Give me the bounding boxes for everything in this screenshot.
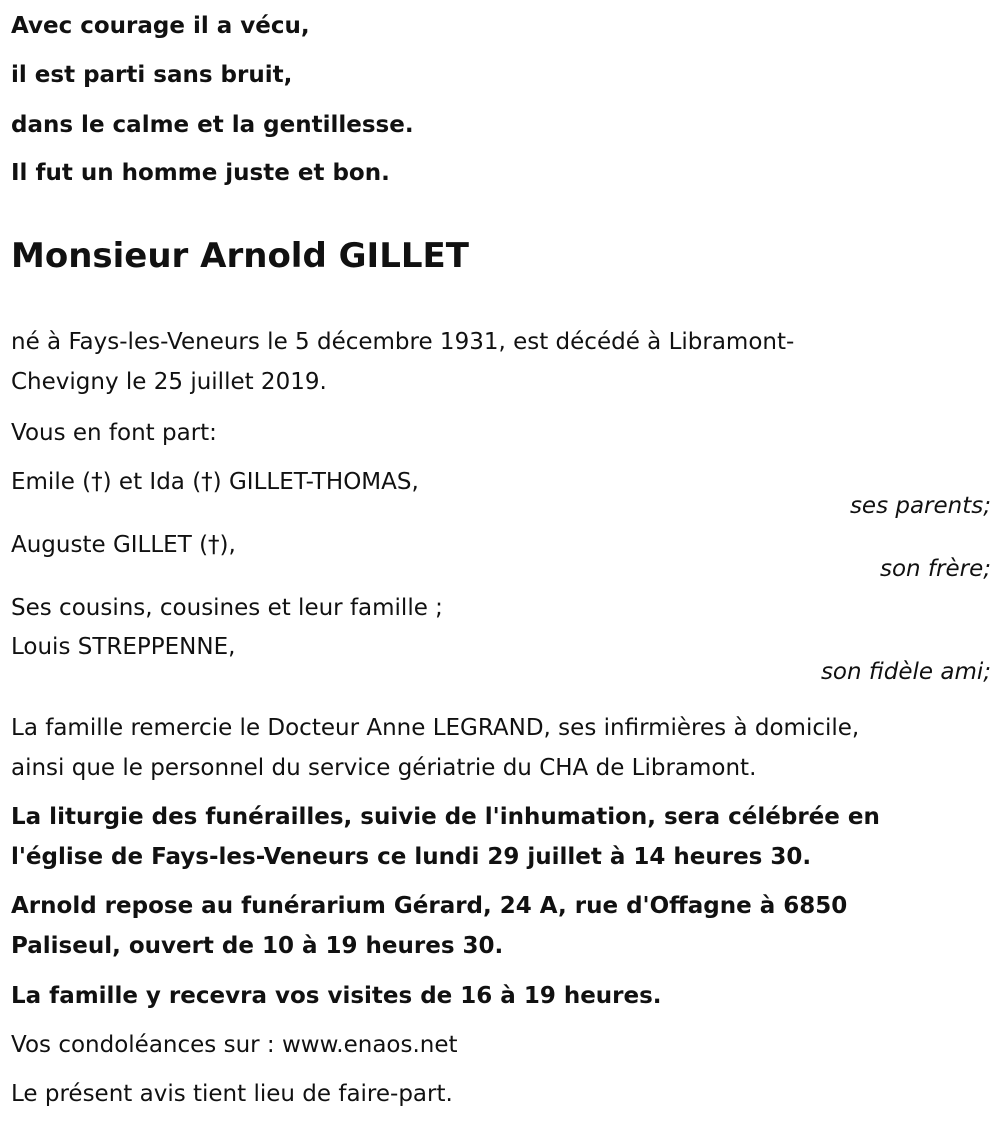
liturgy-line-1: La liturgie des funérailles, suivie de l'inhumation, sera célébrée en [11,804,880,830]
poem-line-3: dans le calme et la gentillesse. [11,112,414,138]
funerarium-line-2: Paliseul, ouvert de 10 à 19 heures 30. [11,933,504,959]
birth-death-line-1: né à Fays-les-Veneurs le 5 décembre 1931, est décédé à Libramont- [11,329,795,355]
liturgy-line-2: l'église de Fays-les-Veneurs ce lundi 29 juillet à 14 heures 30. [11,844,812,870]
brother-relation: son frère; [879,556,991,582]
poem-line-1: Avec courage il a vécu, [11,13,310,39]
announce-text: Vous en font part: [11,420,217,446]
notice-text: Le présent avis tient lieu de faire-part. [11,1081,453,1107]
visits-text: La famille y recevra vos visites de 16 à 19 heures. [11,983,662,1009]
parents-relation: ses parents; [849,493,991,519]
poem-line-4: Il fut un homme juste et bon. [11,160,390,186]
family-cousins: Ses cousins, cousines et leur famille ; [11,595,443,621]
friend-relation: son fidèle ami; [820,659,991,685]
thanks-line-1: La famille remercie le Docteur Anne LEGRAND, ses infirmières à domicile, [11,715,860,741]
thanks-line-2: ainsi que le personnel du service gériatrie du CHA de Libramont. [11,755,757,781]
funerarium-line-1: Arnold repose au funérarium Gérard, 24 A, rue d'Offagne à 6850 [11,893,848,919]
family-brother: Auguste GILLET (†), [11,532,236,558]
birth-death-line-2: Chevigny le 25 juillet 2019. [11,369,327,395]
deceased-name: Monsieur Arnold GILLET [11,236,469,276]
poem-line-2: il est parti sans bruit, [11,62,293,88]
condolences-text: Vos condoléances sur : www.enaos.net [11,1032,458,1058]
family-parents: Emile (†) et Ida (†) GILLET-THOMAS, [11,469,419,495]
family-friend: Louis STREPPENNE, [11,634,236,660]
